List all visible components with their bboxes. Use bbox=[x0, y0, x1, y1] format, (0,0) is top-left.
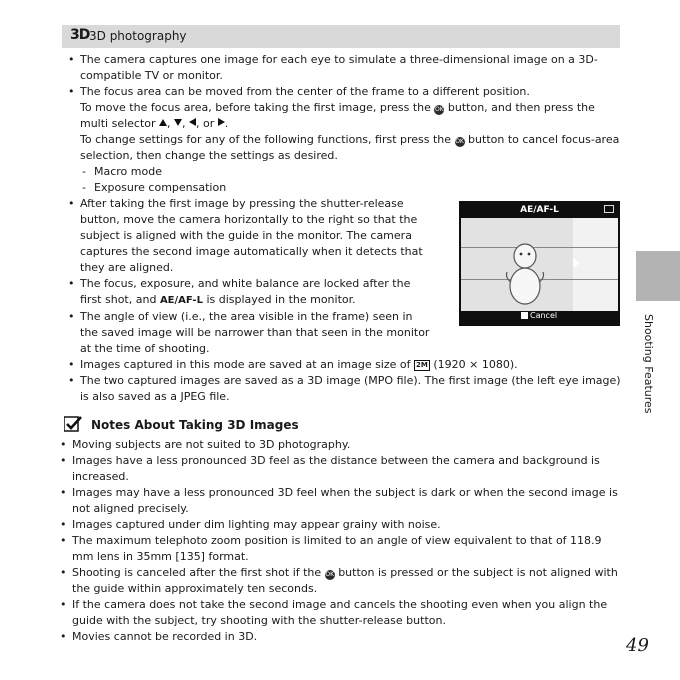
section-header bbox=[62, 25, 620, 48]
page-number: 49 bbox=[626, 635, 649, 656]
list-item: • Images captured in this mode are saved at an image size of 2M (1920 × 1080). bbox=[64, 357, 624, 373]
notes-heading: Notes About Taking 3D Images bbox=[64, 416, 299, 432]
ok-button-icon: OK bbox=[435, 106, 444, 113]
checkmark-icon bbox=[64, 416, 83, 432]
monitor-preview bbox=[461, 218, 618, 311]
list-item: • The maximum telephoto zoom position is limited to an angle of view equivalent to that of 118.9 mm lens in 35mm [135] format. bbox=[56, 533, 621, 565]
list-item: • The focus area can be moved from the center of the frame to a different position. To move the focus area, before taking the first image, press the OK button, and then press the multi selector , , , or . To change settings for any of the following functions, first press the OK button to cancel focus-area selection, then change the settings as desired. - Macro mode - Exposure compensation bbox=[64, 84, 624, 196]
ok-button-icon: OK bbox=[325, 571, 335, 578]
monitor-ae-af-lock-label: AE/AF-L bbox=[520, 205, 559, 215]
chapter-tab-label: Shooting Features bbox=[642, 314, 655, 414]
ok-button-icon: OK bbox=[455, 138, 464, 145]
list-item: • Images have a less pronounced 3D feel as the distance between the camera and background is increased. bbox=[56, 453, 621, 485]
subject-figure-icon bbox=[503, 238, 547, 308]
list-item: • Movies cannot be recorded in 3D. bbox=[56, 629, 621, 645]
list-item: • The angle of view (i.e., the area visible in the frame) seen in the saved image will be narrower than that seen in the monitor at the time of shooting. bbox=[64, 309, 430, 357]
list-item: • Moving subjects are not suited to 3D photography. bbox=[56, 437, 621, 453]
list-item: • If the camera does not take the second image and cancels the shooting even when you align the guide with the subject, try shooting with the shutter-release button. bbox=[56, 597, 621, 629]
notes-list bbox=[56, 437, 621, 645]
ok-button-icon bbox=[521, 312, 528, 319]
left-arrow-icon bbox=[189, 118, 196, 126]
up-arrow-icon bbox=[159, 119, 167, 126]
down-arrow-icon bbox=[174, 119, 182, 126]
camera-monitor-illustration bbox=[459, 201, 620, 326]
section-title: 3D photography bbox=[89, 29, 187, 43]
sub-list bbox=[80, 164, 624, 196]
image-size-icon: 2M bbox=[416, 361, 428, 369]
list-item: • Shooting is canceled after the first shot if the OK button is pressed or the subject is not aligned with the guide within approximately ten seconds. bbox=[56, 565, 621, 597]
list-item: • After taking the first image by pressing the shutter-release button, move the camera horizontally to the right so that the subject is aligned with the guide in the monitor. The camera captures the second image automatically when it detects that they are aligned. bbox=[64, 196, 430, 276]
list-item: • The two captured images are saved as a 3D image (MPO file). The first image (the left eye image) is also saved as a JPEG file. bbox=[64, 373, 624, 405]
list-item: • Images captured under dim lighting may appear grainy with noise. bbox=[56, 517, 621, 533]
chapter-tab bbox=[636, 251, 680, 301]
battery-icon bbox=[604, 205, 614, 213]
sub-item: - Macro mode bbox=[80, 164, 624, 180]
list-item: • The camera captures one image for each eye to simulate a three-dimensional image on a 3D-compatible TV or monitor. bbox=[64, 52, 624, 84]
right-arrow-icon bbox=[218, 118, 225, 126]
direction-arrow-icon bbox=[573, 258, 580, 268]
list-item: • Images may have a less pronounced 3D feel when the subject is dark or when the second image is not aligned precisely. bbox=[56, 485, 621, 517]
3d-mode-icon: 3D bbox=[70, 27, 90, 43]
monitor-cancel-hint: Cancel bbox=[521, 311, 557, 320]
ae-af-lock-icon: AE/AF-L bbox=[159, 295, 203, 306]
list-item: • The focus, exposure, and white balance are locked after the first shot, and AE/AF-L is displayed in the monitor. bbox=[64, 276, 430, 309]
sub-item: - Exposure compensation bbox=[80, 180, 624, 196]
